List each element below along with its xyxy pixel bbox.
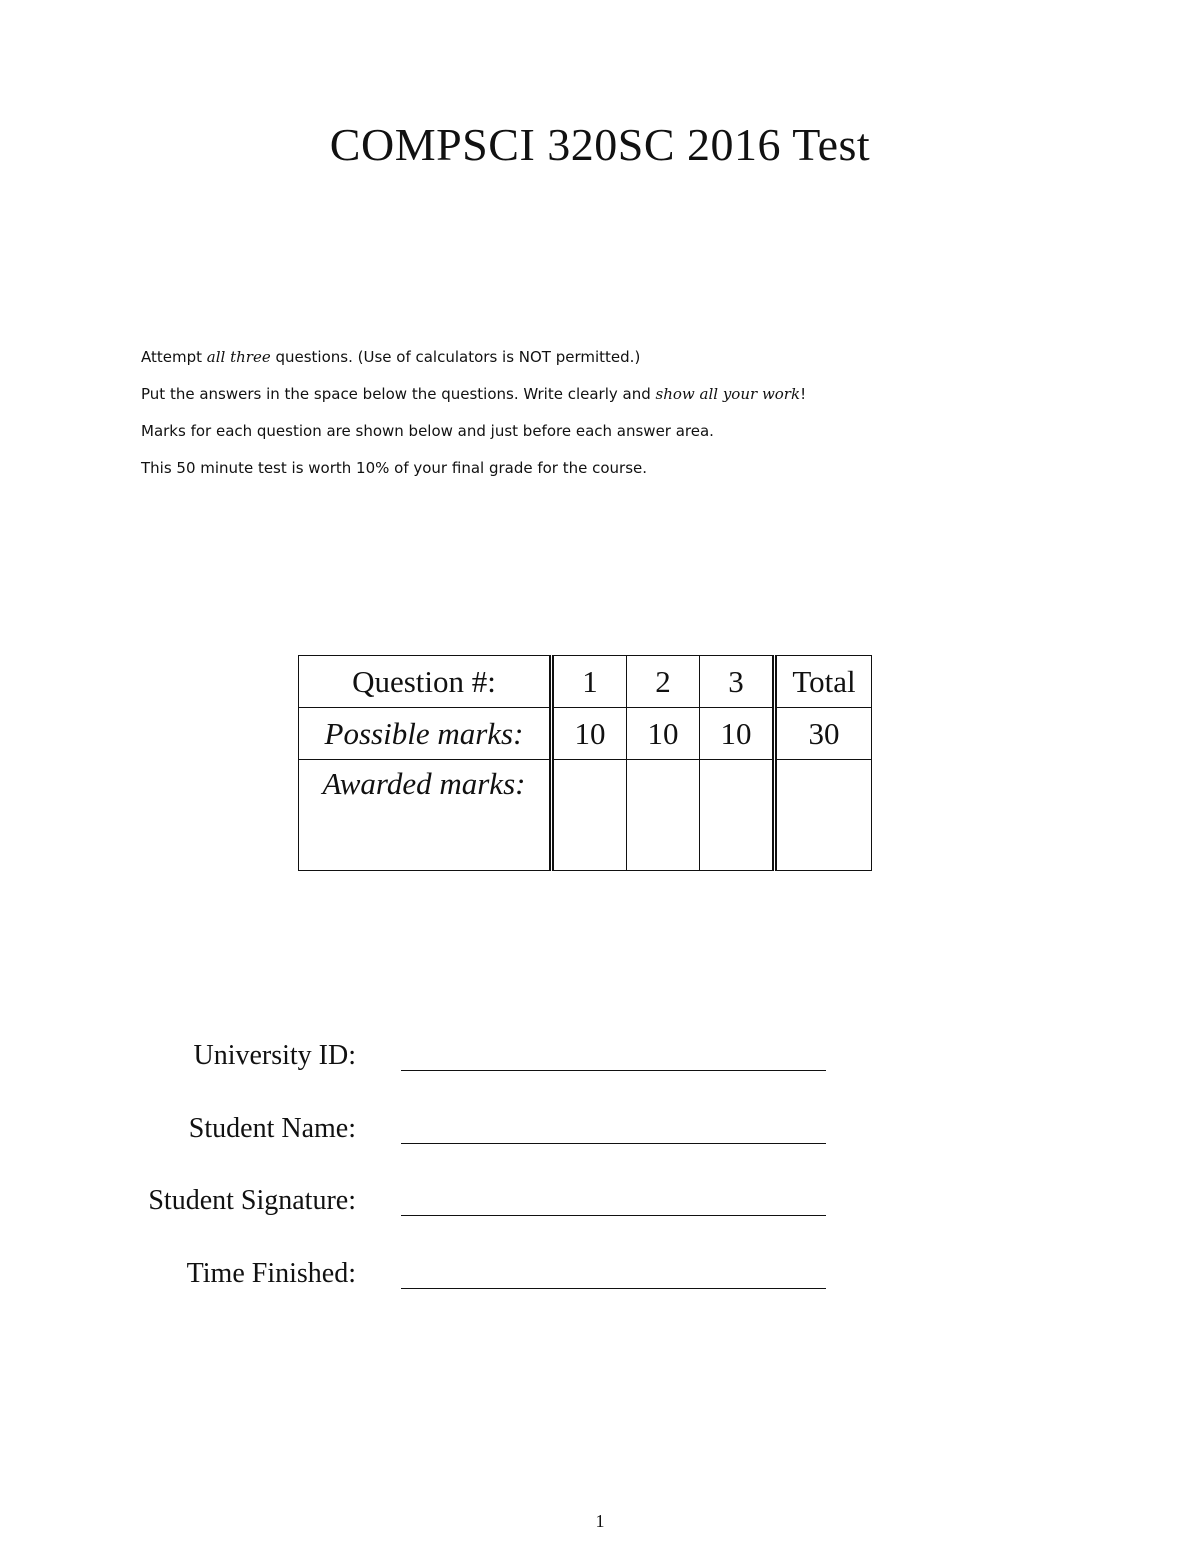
possible-marks-cell: 10: [552, 708, 627, 760]
instruction-line-1-post: questions. (Use of calculators is NOT permitted.): [270, 348, 641, 366]
time-finished-field[interactable]: [401, 1288, 826, 1289]
question-header-cell: Question #:: [299, 656, 552, 708]
student-signature-label: Student Signature:: [148, 1185, 356, 1216]
page-number: 1: [595, 1511, 605, 1531]
awarded-marks-row: [299, 760, 872, 871]
instructions: [141, 346, 806, 494]
page-title: COMPSCI 320SC 2016 Test: [329, 119, 871, 170]
time-finished-label: Time Finished:: [186, 1257, 356, 1289]
possible-marks-row: [299, 708, 872, 760]
student-signature-row: [0, 1181, 1200, 1254]
university-id-field[interactable]: [401, 1070, 826, 1071]
instruction-line-2: [141, 383, 806, 420]
awarded-marks-cell: [700, 760, 775, 871]
awarded-marks-label-cell: Awarded marks:: [299, 760, 552, 871]
student-name-row: [0, 1109, 1200, 1182]
instruction-line-2-post: !: [800, 385, 807, 403]
student-name-field[interactable]: [401, 1143, 826, 1144]
question-number-cell: 3: [700, 656, 775, 708]
university-id-label: University ID:: [193, 1040, 356, 1071]
student-signature-field[interactable]: [401, 1215, 826, 1216]
instruction-line-4: This 50 minute test is worth 10% of your final grade for the course.: [141, 459, 648, 477]
instruction-line-2-emphasis: show all your work: [655, 385, 801, 403]
time-finished-row: [0, 1254, 1200, 1327]
instruction-line-3: Marks for each question are shown below and just before each answer area.: [141, 422, 714, 440]
question-number-cell: 2: [627, 656, 700, 708]
student-name-label: Student Name:: [188, 1112, 356, 1144]
awarded-marks-cell: [627, 760, 700, 871]
marks-table-header-row: [299, 656, 872, 708]
instruction-line-1-pre: Attempt: [141, 348, 207, 366]
possible-marks-label-cell: Possible marks:: [299, 708, 552, 760]
question-number-cell: 1: [552, 656, 627, 708]
marks-table: [298, 655, 872, 871]
student-info-form: [0, 1036, 1200, 1326]
awarded-total-cell: [775, 760, 872, 871]
possible-total-cell: 30: [775, 708, 872, 760]
university-id-row: [0, 1036, 1200, 1109]
possible-marks-cell: 10: [627, 708, 700, 760]
instruction-line-1-emphasis: all three: [206, 348, 271, 366]
awarded-marks-cell: [552, 760, 627, 871]
total-header-cell: Total: [775, 656, 872, 708]
possible-marks-cell: 10: [700, 708, 775, 760]
instruction-line-1: [141, 346, 806, 383]
instruction-line-2-pre: Put the answers in the space below the questions. Write clearly and: [141, 385, 656, 403]
